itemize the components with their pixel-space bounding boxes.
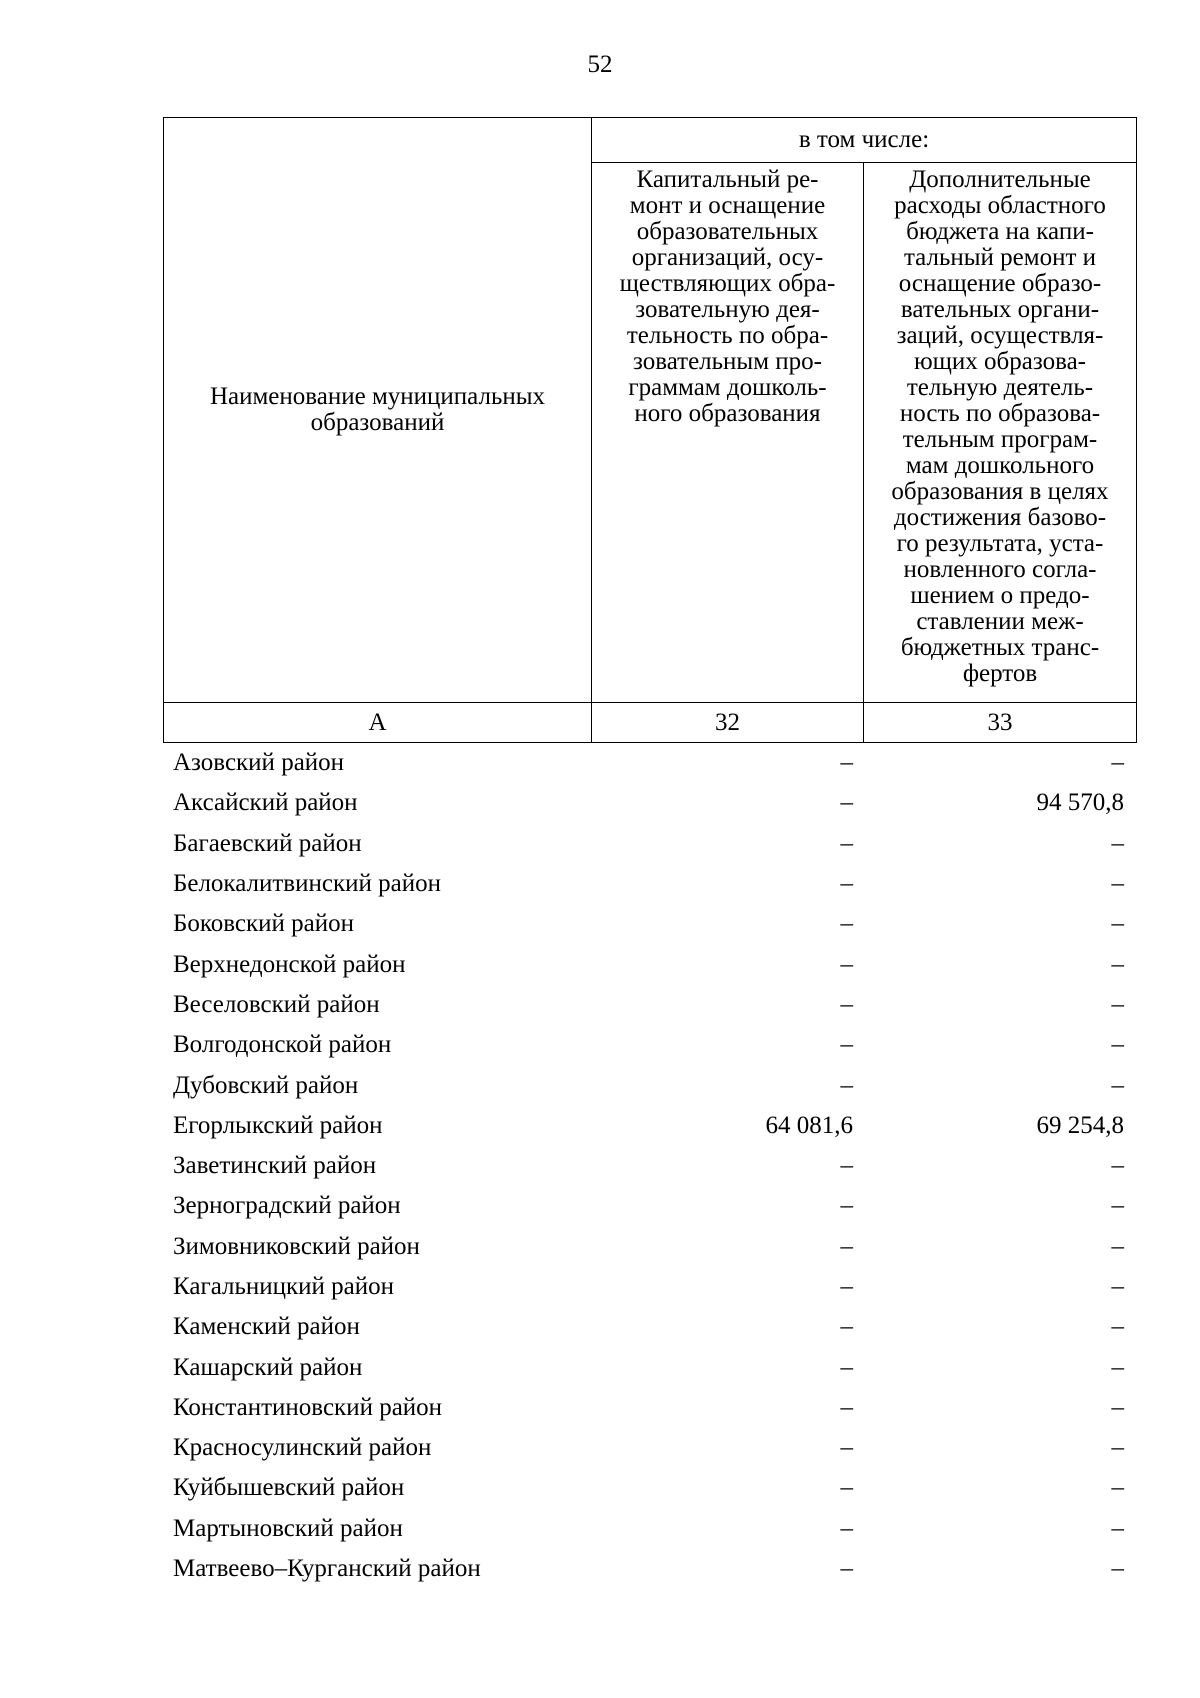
value-col-33: – [1111, 1273, 1124, 1300]
value-col-33: – [1111, 1313, 1124, 1341]
value-col-33: – [1111, 1353, 1124, 1381]
value-col-33: – [1111, 990, 1124, 1018]
value-col-32: – [840, 749, 853, 777]
table-row [163, 824, 1136, 864]
value-col-33: – [1111, 870, 1124, 898]
column-code-33: 33 [864, 703, 1137, 743]
value-col-32: – [840, 1474, 853, 1502]
value-col-32: – [840, 1393, 853, 1421]
municipality-name: Дубовский район [173, 1071, 359, 1099]
municipality-name: Мартыновский район [173, 1514, 403, 1542]
header-column-32 [592, 163, 864, 703]
table-row [163, 1428, 1136, 1468]
table-row [163, 944, 1136, 984]
value-col-32: – [840, 910, 853, 938]
municipality-name: Зимовниковский район [173, 1232, 420, 1260]
page-number: 52 [587, 51, 613, 78]
value-col-33: – [1111, 1514, 1124, 1542]
table-row [163, 1549, 1136, 1589]
municipality-name: Зерноградский район [173, 1192, 401, 1220]
value-col-32: – [840, 1353, 853, 1381]
table-row [163, 1347, 1136, 1387]
municipality-name: Кашарский район [173, 1353, 363, 1381]
header-including: в том числе: [592, 118, 1137, 163]
value-col-33: – [1111, 1232, 1124, 1260]
value-col-33: – [1111, 1393, 1124, 1421]
table-row [163, 864, 1136, 904]
municipality-name: Волгодонской район [173, 1031, 392, 1059]
table-row [163, 783, 1136, 823]
municipality-name: Боковский район [173, 910, 354, 938]
municipality-name: Азовский район [173, 749, 345, 777]
municipality-name: Белокалитвинский район [173, 870, 441, 898]
municipality-name: Аксайский район [173, 789, 358, 817]
municipality-name: Веселовский район [173, 990, 380, 1018]
value-col-33: – [1111, 950, 1124, 978]
table-row [163, 904, 1136, 944]
header-column-33-label: Дополнительные расходы областного бюджета на капи- тальный ремонт и оснащение образо- вательных органи- заций, осуществля- ющих образова- тельную деятель- ность по образова- тельным програм- мам дошкольного образования в целях достижения базово- го результата, уста- новленного согла- шением о предо- ставлении меж- бюджетных транс- фертов [891, 166, 1109, 687]
value-col-32: – [840, 1232, 853, 1260]
municipality-name: Каменский район [173, 1313, 360, 1341]
value-col-32: – [840, 990, 853, 1018]
value-col-32: – [840, 1071, 853, 1099]
value-col-32: – [840, 829, 853, 857]
value-col-32: – [840, 1313, 853, 1341]
value-col-33: – [1111, 829, 1124, 857]
table-row [163, 1025, 1136, 1065]
value-col-32: – [840, 1273, 853, 1300]
municipality-name: Константиновский район [173, 1393, 443, 1421]
table-row [163, 985, 1136, 1025]
table-row [163, 743, 1136, 783]
municipality-name: Егорлыкский район [173, 1111, 383, 1139]
table-row [163, 1186, 1136, 1226]
value-col-33: – [1111, 910, 1124, 938]
value-col-32: – [840, 789, 853, 817]
table-row [163, 1388, 1136, 1428]
value-col-32: – [840, 1514, 853, 1542]
value-col-32: – [840, 1555, 853, 1583]
municipality-name: Красносулинский район [173, 1434, 432, 1462]
table-row [163, 1468, 1136, 1508]
value-col-33: – [1111, 1474, 1124, 1502]
value-col-33: 94 570,8 [1036, 789, 1124, 817]
value-col-33: – [1111, 1555, 1124, 1583]
value-col-33: – [1111, 1071, 1124, 1099]
value-col-32: – [840, 1031, 853, 1059]
table-body [163, 743, 1136, 1589]
table-header [163, 117, 1137, 743]
value-col-33: – [1111, 749, 1124, 777]
header-column-32-label: Капитальный ре- монт и оснащение образовательных организаций, осу- ществляющих обра- зовательную дея- тельность по обра- зовательным про- граммам дошколь- ного образования [619, 166, 836, 427]
value-col-32: 64 081,6 [765, 1111, 853, 1139]
value-col-33: 69 254,8 [1036, 1111, 1124, 1139]
table-row [163, 1267, 1136, 1307]
header-name-column [164, 118, 592, 703]
header-name-label: Наименование муниципальных образований [209, 383, 546, 436]
header-column-33 [864, 163, 1137, 703]
table-row [163, 1307, 1136, 1347]
table-row [163, 1106, 1136, 1146]
value-col-32: – [840, 1152, 853, 1180]
value-col-33: – [1111, 1434, 1124, 1462]
value-col-32: – [840, 870, 853, 898]
table-row [163, 1227, 1136, 1267]
value-col-32: – [840, 950, 853, 978]
value-col-32: – [840, 1434, 853, 1462]
table-row [163, 1146, 1136, 1186]
value-col-32: – [840, 1192, 853, 1220]
column-code-32: 32 [592, 703, 864, 743]
table-row [163, 1509, 1136, 1549]
municipality-name: Кагальницкий район [173, 1273, 395, 1300]
municipality-name: Заветинский район [173, 1152, 377, 1180]
value-col-33: – [1111, 1152, 1124, 1180]
value-col-33: – [1111, 1192, 1124, 1220]
municipality-name: Багаевский район [173, 829, 362, 857]
municipality-name: Куйбышевский район [173, 1474, 405, 1502]
table-row [163, 1065, 1136, 1105]
municipality-name: Верхнедонской район [173, 950, 406, 978]
municipality-name: Матвеево–Курганский район [173, 1555, 481, 1583]
column-code-a: А [164, 703, 592, 743]
value-col-33: – [1111, 1031, 1124, 1059]
